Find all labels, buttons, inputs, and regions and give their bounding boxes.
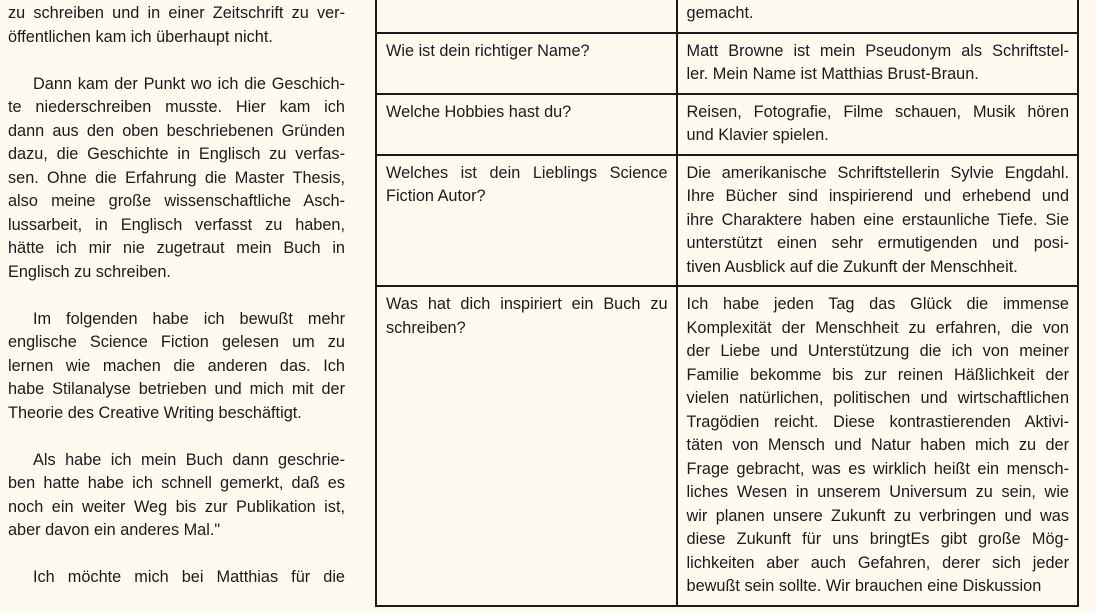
question-cell xyxy=(376,0,677,33)
text-line: englische Science Fiction gelesen um zu xyxy=(8,333,345,351)
answer-cell xyxy=(677,94,1078,155)
answer-cell-line: der Liebe und Unterstützung die ich von meiner xyxy=(686,342,1069,360)
text-line: öffentlichen kam ich überhaupt nicht. xyxy=(8,27,273,46)
answer-cell-line: ler. Mein Name ist Matthias Brust-Braun. xyxy=(686,65,979,83)
question-cell-line: Wie ist dein richtiger Name? xyxy=(386,41,590,60)
text-line: te niederschreiben musste. Hier kam ich xyxy=(8,98,345,116)
text-line: noch ein weiter Weg bis zur Publikation ist, xyxy=(8,497,345,516)
text-line: Im folgenden habe ich bewußt mehr xyxy=(33,309,345,328)
paragraph-2 xyxy=(8,73,345,285)
answer-cell-line: Frage gebracht, was es wirklich heißt ein mensch- xyxy=(686,459,1069,478)
answer-cell-line: liches Wesen in unserem Universum zu sein, wie xyxy=(686,483,1069,501)
interview-row xyxy=(376,33,1078,94)
paragraph-5 xyxy=(8,566,345,590)
answer-cell-line: Reisen, Fotografie, Filme schauen, Musik hören xyxy=(686,102,1069,121)
text-line: ben hatte habe ich schnell gemerkt, daß es xyxy=(8,474,345,492)
paragraph-1 xyxy=(8,2,345,49)
text-line: Dann kam der Punkt wo ich die Geschich- xyxy=(33,74,345,93)
interview-row xyxy=(376,0,1078,33)
text-line: dann aus den oben beschriebenen Gründen xyxy=(8,121,345,140)
interview-row xyxy=(376,155,1078,287)
answer-cell-line: Ich habe jeden Tag das Glück die immense xyxy=(686,295,1069,313)
answer-cell-line: Komplexität der Menschheit zu erfahren, die von xyxy=(686,318,1069,337)
text-line: Englisch zu schreiben. xyxy=(8,262,171,281)
text-line: Ich möchte mich bei Matthias für die xyxy=(33,568,345,586)
answer-cell-line: Ihre Bücher sind inspirierend und erhebend und xyxy=(686,187,1069,205)
question-cell-line: Fiction Autor? xyxy=(386,187,486,205)
answer-cell-line: wir planen unsere Zukunft zu verbringen und was xyxy=(686,506,1069,525)
question-cell xyxy=(376,94,677,155)
answer-cell-line: und Klavier spielen. xyxy=(686,126,829,144)
answer-cell-line: bewußt sein sollte. Wir brauchen eine Diskussion xyxy=(686,577,1042,595)
answer-cell-line: diese Zukunft für uns bringtEs gibt große Mög- xyxy=(686,530,1069,548)
interview-row xyxy=(376,286,1078,606)
question-cell-line: Welches ist dein Lieblings Science xyxy=(386,163,668,182)
interview-table xyxy=(375,0,1079,607)
paragraph-3 xyxy=(8,308,345,426)
answer-cell xyxy=(677,0,1078,33)
answer-cell-line: Tragödien reicht. Diese kontrastierenden Aktivi- xyxy=(686,412,1069,431)
answer-cell-line: gemacht. xyxy=(686,4,754,22)
text-line: Theorie des Creative Writing beschäftigt. xyxy=(8,403,302,422)
text-line: lussarbeit, in Englisch verfasst zu haben, xyxy=(8,215,345,234)
text-line: Als habe ich mein Buch dann geschrie- xyxy=(33,450,345,469)
answer-cell xyxy=(677,33,1078,94)
question-cell xyxy=(376,286,677,606)
answer-cell-line: täten von Mensch und Natur haben mich zu der xyxy=(686,436,1069,454)
left-text-column xyxy=(8,0,345,613)
answer-cell-line: lichkeiten aber auch Gefahren, derer sich jeder xyxy=(686,553,1069,572)
answer-cell-line: Familie bekomme bis zur reinen Häßlichkeit der xyxy=(686,365,1069,384)
answer-cell-line: vielen natürlichen, politischen und wirtschaftlichen xyxy=(686,389,1069,407)
question-cell xyxy=(376,33,677,94)
interview-row xyxy=(376,94,1078,155)
answer-cell-line: unterstützt einen sehr ermutigenden und posi- xyxy=(686,234,1069,252)
answer-cell xyxy=(677,155,1078,287)
question-cell-line: Was hat dich inspiriert ein Buch zu xyxy=(386,295,668,313)
text-line: hätte ich mir nie zugetraut mein Buch in xyxy=(8,239,345,257)
text-line: zu schreiben und in einer Zeitschrift zu ver- xyxy=(8,4,345,22)
paragraph-4 xyxy=(8,449,345,543)
text-line: sen. Ohne die Erfahrung die Master Thesis, xyxy=(8,168,345,187)
answer-cell xyxy=(677,286,1078,606)
text-line: lernen wie machen die anderen das. Ich xyxy=(8,356,345,375)
text-line: dazu, die Geschichte in Englisch zu verfas- xyxy=(8,145,345,163)
answer-cell-line: tiven Ausblick auf die Zukunft der Menschheit. xyxy=(686,257,1018,276)
text-line: also meine große wissenschaftliche Asch- xyxy=(8,192,345,210)
answer-cell-line: Matt Browne ist mein Pseudonym als Schriftstel- xyxy=(686,41,1069,60)
answer-cell-line: ihre Charaktere haben eine erstaunliche Tiefe. Sie xyxy=(686,210,1069,229)
question-cell-line: schreiben? xyxy=(386,318,466,337)
answer-cell-line: Die amerikanische Schriftstellerin Sylvie Engdahl. xyxy=(686,163,1069,182)
text-line: aber davon ein anderes Mal." xyxy=(8,521,221,539)
question-cell xyxy=(376,155,677,287)
text-line: habe Stilanalyse betrieben und mich mit der xyxy=(8,380,345,398)
interview-table-body xyxy=(376,0,1078,606)
question-cell-line: Welche Hobbies hast du? xyxy=(386,102,572,121)
